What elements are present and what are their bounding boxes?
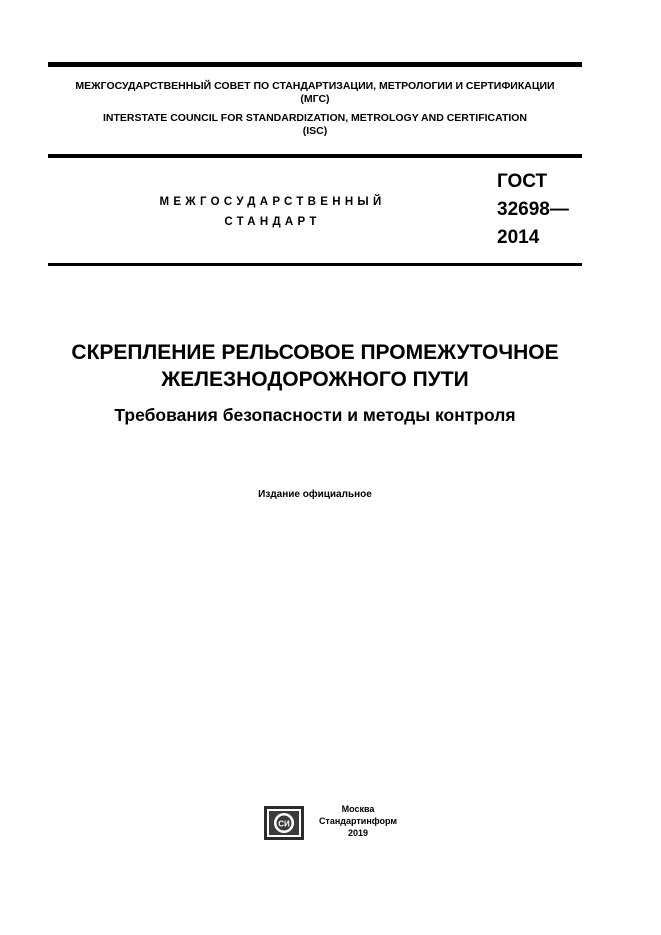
gost-year: 2014	[497, 227, 540, 248]
council-name-en-line1: INTERSTATE COUNCIL FOR STANDARDIZATION, METROLOGY AND CERTIFICATION	[102, 112, 528, 124]
gost-number: 32698—	[497, 199, 569, 220]
edition-note: Издание официальное	[258, 489, 372, 500]
middle-rule	[48, 154, 582, 158]
document-title	[30, 339, 600, 393]
document-title-line1: СКРЕПЛЕНИЕ РЕЛЬСОВОЕ ПРОМЕЖУТОЧНОЕ	[71, 341, 559, 364]
document-title-line2: ЖЕЛЕЗНОДОРОЖНОГО ПУТИ	[161, 368, 469, 391]
publisher-city: Москва	[341, 804, 375, 814]
council-name-ru-line1: МЕЖГОСУДАРСТВЕННЫЙ СОВЕТ ПО СТАНДАРТИЗАЦИИ, МЕТРОЛОГИИ И СЕРТИФИКАЦИИ	[75, 80, 555, 92]
council-abbr-ru: (МГС)	[300, 93, 330, 105]
svg-text:СИ: СИ	[278, 819, 290, 829]
standartinform-logo-icon	[264, 806, 304, 840]
standard-type-line2: СТАНДАРТ	[224, 216, 321, 228]
top-rule	[48, 62, 582, 67]
bottom-rule	[48, 263, 582, 266]
council-abbr-en: (ISC)	[302, 125, 328, 137]
publisher-name: Стандартинформ	[318, 816, 398, 826]
council-name-en	[48, 112, 582, 138]
council-name-ru	[48, 80, 582, 106]
document-subtitle: Требования безопасности и методы контроля	[114, 405, 516, 425]
publisher-block	[264, 803, 414, 843]
gost-designation	[497, 168, 569, 252]
standard-type-label	[140, 192, 405, 232]
gost-prefix: ГОСТ	[497, 171, 548, 192]
standard-type-line1: МЕЖГОСУДАРСТВЕННЫЙ	[159, 196, 386, 208]
publisher-text	[308, 803, 408, 839]
publisher-year: 2019	[347, 828, 369, 838]
